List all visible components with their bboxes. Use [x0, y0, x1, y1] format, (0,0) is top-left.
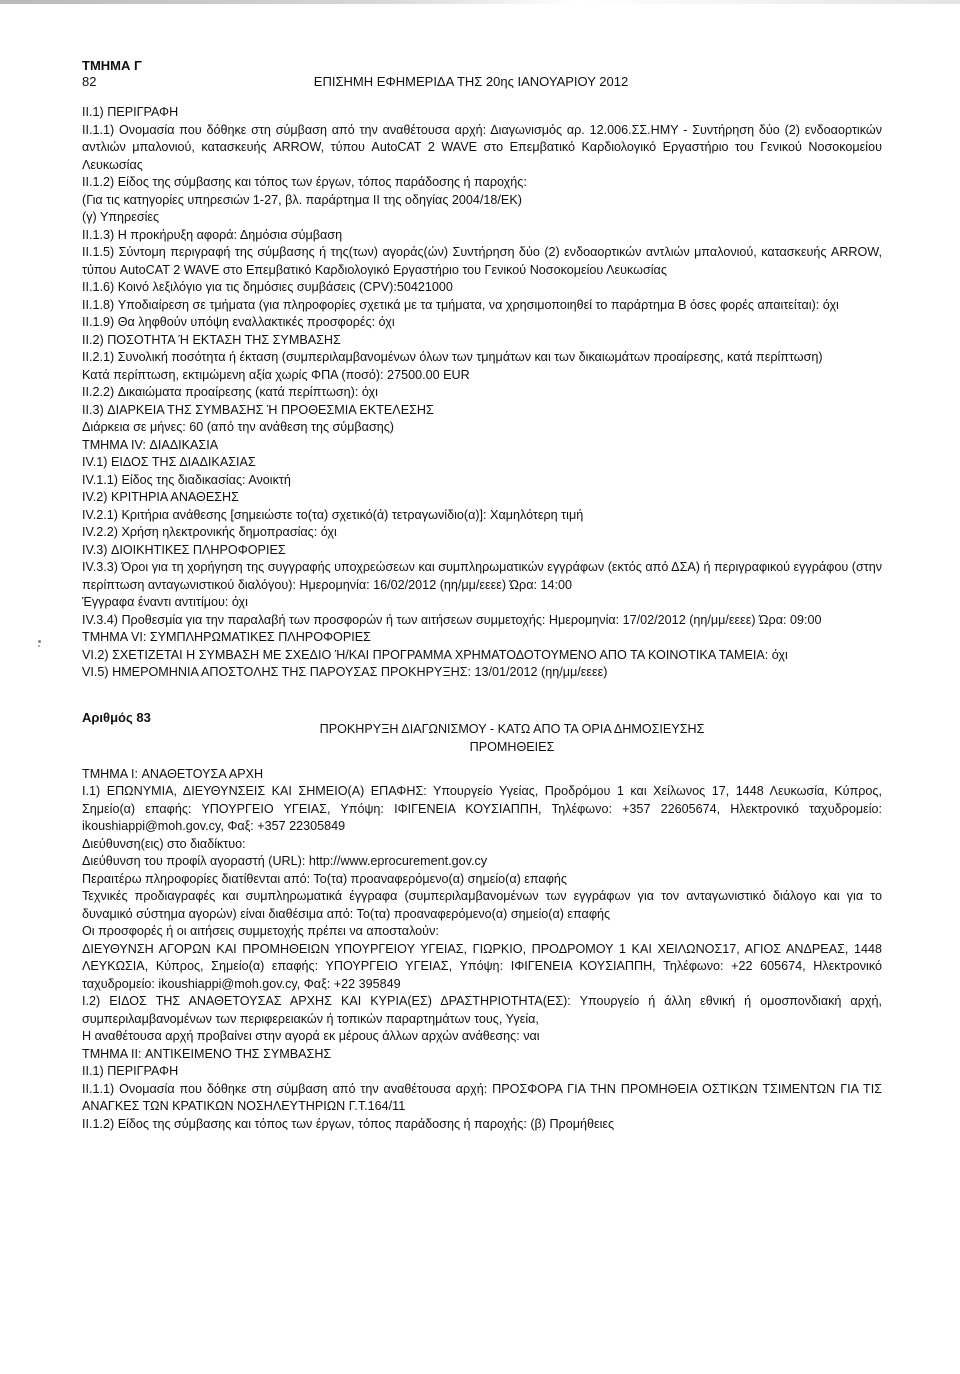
doc-line: IV.2) ΚΡΙΤΗΡΙΑ ΑΝΑΘΕΣΗΣ: [82, 490, 239, 504]
doc-line: II.1.6) Κοινό λεξιλόγιο για τις δημόσιες συμβάσεις (CPV):50421000: [82, 280, 453, 294]
doc-line: II.1.2) Είδος της σύμβασης και τόπος των έργων, τόπος παράδοσης ή παροχής: (β) Προμήθειες: [82, 1116, 615, 1131]
doc-line: II.1.2) Είδος της σύμβασης και τόπος των έργων, τόπος παράδοσης ή παροχής:: [82, 175, 527, 189]
notice-title-line-1: ΠΡΟΚΗΡΥΞΗ ΔΙΑΓΩΝΙΣΜΟΥ - ΚΑΤΩ ΑΠΟ ΤΑ ΟΡΙΑ ΔΗΜΟΣΙΕΥΣΗΣ: [319, 721, 705, 736]
doc-line: II.1.1) Ονομασία που δόθηκε στη σύμβαση από την αναθέτουσα αρχή: Διαγωνισμός αρ. 12.006.ΣΣ.ΗΜΥ - Συντήρηση δύο (2) ενδοαορτικών αντλιών μπαλονιού, κατασκευής ARROW, τύπου AutoCAT 2 WAVE στο Επεμβατικό Καρδιολογικό Εργαστήριο του Γενικού Νοσοκομείου Λευκωσίας: [82, 122, 882, 172]
doc-line: Διεύθυνση του προφίλ αγοραστή (URL): http://www.eprocurement.gov.cy: [82, 854, 488, 868]
doc-line: ΤΜΗΜΑ VI: ΣΥΜΠΛΗΡΩΜΑΤΙΚΕΣ ΠΛΗΡΟΦΟΡΙΕΣ: [82, 630, 371, 644]
doc-line: II.1.5) Σύντομη περιγραφή της σύμβασης ή της(των) αγοράς(ών) Συντήρηση δύο (2) ενδοαορτικών αντλιών μπαλονιού, κατασκευής ARROW, τύπου AutoCAT 2 WAVE στο Επεμβατικό Καρδιολογικό Εργαστήριο του Γενικού Νοσοκομείου Λευκωσίας: [82, 245, 882, 277]
gazette-page: [82, 58, 882, 1133]
doc-line: Περαιτέρω πληροφορίες διατίθενται από: Το(τα) προαναφερόμενο(α) σημείο(α) επαφής: [82, 871, 567, 886]
gazette-title: ΕΠΙΣΗΜΗ ΕΦΗΜΕΡΙΔΑ ΤΗΣ 20ης ΙΑΝΟΥΑΡΙΟΥ 2012: [313, 74, 629, 89]
doc-line: I.1) ΕΠΩΝΥΜΙΑ, ΔΙΕΥΘΥΝΣΕΙΣ ΚΑΙ ΣΗΜΕΙΟ(Α) ΕΠΑΦΗΣ: Υπουργείο Υγείας, Προδρόμου 1 και Χείλωνος 17, 1448 Λευκωσία, Κύπρος, Σημείο(α) επαφής: ΥΠΟΥΡΓΕΙΟ ΥΓΕΙΑΣ, Υπόψη: ΙΦΙΓΕΝΕΙΑ ΚΟΥΣΙΑΠΠΗ, Τηλέφωνο: +357 22605674, Ηλεκτρονικό ταχυδρομείο: ikoushiappi@moh.gov.cy, Φαξ: +357 22305849: [82, 784, 882, 833]
doc-line: VI.5) ΗΜΕΡΟΜΗΝΙΑ ΑΠΟΣΤΟΛΗΣ ΤΗΣ ΠΑΡΟΥΣΑΣ ΠΡΟΚΗΡΥΞΗΣ: 13/01/2012 (ηη/μμ/εεεε): [82, 665, 608, 679]
doc-line: IV.2.2) Χρήση ηλεκτρονικής δημοπρασίας: όχι: [82, 525, 337, 539]
doc-line: II.1.9) Θα ληφθούν υπόψη εναλλακτικές προσφορές: όχι: [82, 315, 395, 329]
notice-83-body: [82, 766, 882, 1134]
doc-line: Κατά περίπτωση, εκτιμώμενη αξία χωρίς ΦΠΑ (ποσό): 27500.00 EUR: [82, 367, 470, 382]
doc-line: Οι προσφορές ή οι αιτήσεις συμμετοχής πρέπει να αποσταλούν:: [82, 924, 439, 938]
doc-line: IV.3.3) Όροι για τη χορήγηση της συγγραφής υποχρεώσεων και συμπληρωματικών εγγράφων (εκτός από ΔΣΑ) ή περιγραφικού εγγράφου (στην περίπτωση ανταγωνιστικού διαλόγου): Ημερομηνία: 16/02/2012 (ηη/μμ/εεεε) Ώρα: 14:00: [82, 560, 882, 592]
page-number: 82: [82, 74, 97, 89]
doc-line: IV.2.1) Κριτήρια ανάθεσης [σημειώστε το(τα) σχετικό(ά) τετραγωνίδιο(α)]: Χαμηλότερη τιμή: [82, 507, 584, 522]
doc-line: Έγγραφα έναντι αντιτίμου: όχι: [82, 595, 248, 609]
doc-line: (Για τις κατηγορίες υπηρεσιών 1-27, βλ. παράρτημα II της οδηγίας 2004/18/ΕΚ): [82, 192, 522, 207]
doc-line: II.1) ΠΕΡΙΓΡΑΦΗ: [82, 1064, 179, 1078]
margin-speck: [38, 645, 40, 647]
doc-line: IV.1) ΕΙΔΟΣ ΤΗΣ ΔΙΑΔΙΚΑΣΙΑΣ: [82, 455, 256, 469]
doc-line: IV.3) ΔΙΟΙΚΗΤΙΚΕΣ ΠΛΗΡΟΦΟΡΙΕΣ: [82, 542, 286, 557]
notice-number: Αριθμός 83: [82, 709, 151, 725]
doc-line: (γ) Υπηρεσίες: [82, 210, 160, 224]
doc-line: IV.3.4) Προθεσμία για την παραλαβή των προσφορών ή των αιτήσεων συμμετοχής: Ημερομηνία: 17/02/2012 (ηη/μμ/εεεε) Ώρα: 09:00: [82, 612, 822, 627]
scan-edge-artifact: [0, 0, 960, 4]
doc-line: II.2) ΠΟΣΟΤΗΤΑ Ή ΕΚΤΑΣΗ ΤΗΣ ΣΥΜΒΑΣΗΣ: [82, 332, 341, 347]
page-header: [82, 74, 882, 92]
doc-line: Τεχνικές προδιαγραφές και συμπληρωματικά έγγραφα (συμπεριλαμβανομένων των εγγράφων για τον ανταγωνιστικό διάλογο και για το δυναμικό σύστημα αγορών) είναι διαθέσιμα από: Το(τα) προαναφερόμενο(α) σημείο(α) επαφής: [82, 889, 882, 921]
doc-line: VI.2) ΣΧΕΤΙΖΕΤΑΙ Η ΣΥΜΒΑΣΗ ΜΕ ΣΧΕΔΙΟ Ή/ΚΑΙ ΠΡΟΓΡΑΜΜΑ ΧΡΗΜΑΤΟΔΟΤΟΥΜΕΝΟ ΑΠΟ ΤΑ ΚΟΙΝΟΤΙΚΑ ΤΑΜΕΙΑ: όχι: [82, 647, 788, 662]
doc-line: II.2.2) Δικαιώματα προαίρεσης (κατά περίπτωση): όχι: [82, 385, 378, 399]
doc-line: ΤΜΗΜΑ I: ΑΝΑΘΕΤΟΥΣΑ ΑΡΧΗ: [82, 766, 264, 781]
notice-83-heading: [82, 706, 882, 754]
notice-82-body: [82, 104, 882, 682]
doc-line: II.3) ΔΙΑΡΚΕΙΑ ΤΗΣ ΣΥΜΒΑΣΗΣ Ή ΠΡΟΘΕΣΜΙΑ ΕΚΤΕΛΕΣΗΣ: [82, 402, 434, 417]
doc-line: ΤΜΗΜΑ II: ΑΝΤΙΚΕΙΜΕΝΟ ΤΗΣ ΣΥΜΒΑΣΗΣ: [82, 1046, 332, 1061]
doc-line: II.1.1) Ονομασία που δόθηκε στη σύμβαση από την αναθέτουσα αρχή: ΠΡΟΣΦΟΡΑ ΓΙΑ ΤΗΝ ΠΡΟΜΗΘΕΙΑ ΟΣΤΙΚΩΝ ΤΣΙΜΕΝΤΩΝ ΓΙΑ ΤΙΣ ΑΝΑΓΚΕΣ ΤΩΝ ΚΡΑΤΙΚΩΝ ΝΟΣΗΛΕΥΤΗΡΙΩΝ Γ.Τ.164/11: [82, 1081, 882, 1113]
doc-line: Διεύθυνση(εις) στο διαδίκτυο:: [82, 836, 246, 851]
margin-speck: [38, 640, 41, 643]
doc-line: Η αναθέτουσα αρχή προβαίνει στην αγορά εκ μέρους άλλων αρχών ανάθεσης: ναι: [82, 1029, 540, 1043]
notice-title-line-2: ΠΡΟΜΗΘΕΙΕΣ: [469, 739, 555, 754]
doc-line: II.1) ΠΕΡΙΓΡΑΦΗ: [82, 105, 179, 119]
section-label: ΤΜΗΜΑ Γ: [82, 58, 142, 73]
doc-line: I.2) ΕΙΔΟΣ ΤΗΣ ΑΝΑΘΕΤΟΥΣΑΣ ΑΡΧΗΣ ΚΑΙ ΚΥΡΙΑ(ΕΣ) ΔΡΑΣΤΗΡΙΟΤΗΤΑ(ΕΣ): Υπουργείο ή άλλη εθνική ή ομοσπονδιακή αρχή, συμπεριλαμβανομένων των περιφερειακών ή τοπικών παραρτημάτων τους, Υγεία,: [82, 994, 882, 1026]
doc-line: II.1.8) Υποδιαίρεση σε τμήματα (για πληροφορίες σχετικά με τα τμήματα, να χρησιμοποιηθεί το παράρτημα Β όσες φορές απαιτείται): όχι: [82, 297, 839, 312]
doc-line: ΤΜΗΜΑ IV: ΔΙΑΔΙΚΑΣΙΑ: [82, 437, 219, 452]
notice-title: [232, 720, 792, 756]
doc-line: II.2.1) Συνολική ποσότητα ή έκταση (συμπεριλαμβανομένων όλων των τμημάτων και των δικαιωμάτων προαίρεσης, κατά περίπτωση): [82, 350, 823, 364]
doc-line: ΔΙΕΥΘΥΝΣΗ ΑΓΟΡΩΝ ΚΑΙ ΠΡΟΜΗΘΕΙΩΝ ΥΠΟΥΡΓΕΙΟΥ ΥΓΕΙΑΣ, ΓΙΩΡΚΙΟ, ΠΡΟΔΡΟΜΟΥ 1 ΚΑΙ ΧΕΙΛΩΝΟΣ17, ΑΓΙΟΣ ΑΝΔΡΕΑΣ, 1448 ΛΕΥΚΩΣΙΑ, Κύπρος, Σημείο(α) επαφής: ΥΠΟΥΡΓΕΙΟ ΥΓΕΙΑΣ, Υπόψη: ΙΦΙΓΕΝΕΙΑ ΚΟΥΣΙΑΠΠΗ, Τηλέφωνο: +22 605674, Ηλεκτρονικό ταχυδρομείο: ikoushiappi@moh.gov.cy, Φαξ: +22 395849: [82, 941, 882, 991]
doc-line: IV.1.1) Είδος της διαδικασίας: Ανοικτή: [82, 472, 291, 487]
doc-line: II.1.3) Η προκήρυξη αφορά: Δημόσια σύμβαση: [82, 227, 343, 242]
doc-line: Διάρκεια σε μήνες: 60 (από την ανάθεση της σύμβασης): [82, 420, 394, 434]
